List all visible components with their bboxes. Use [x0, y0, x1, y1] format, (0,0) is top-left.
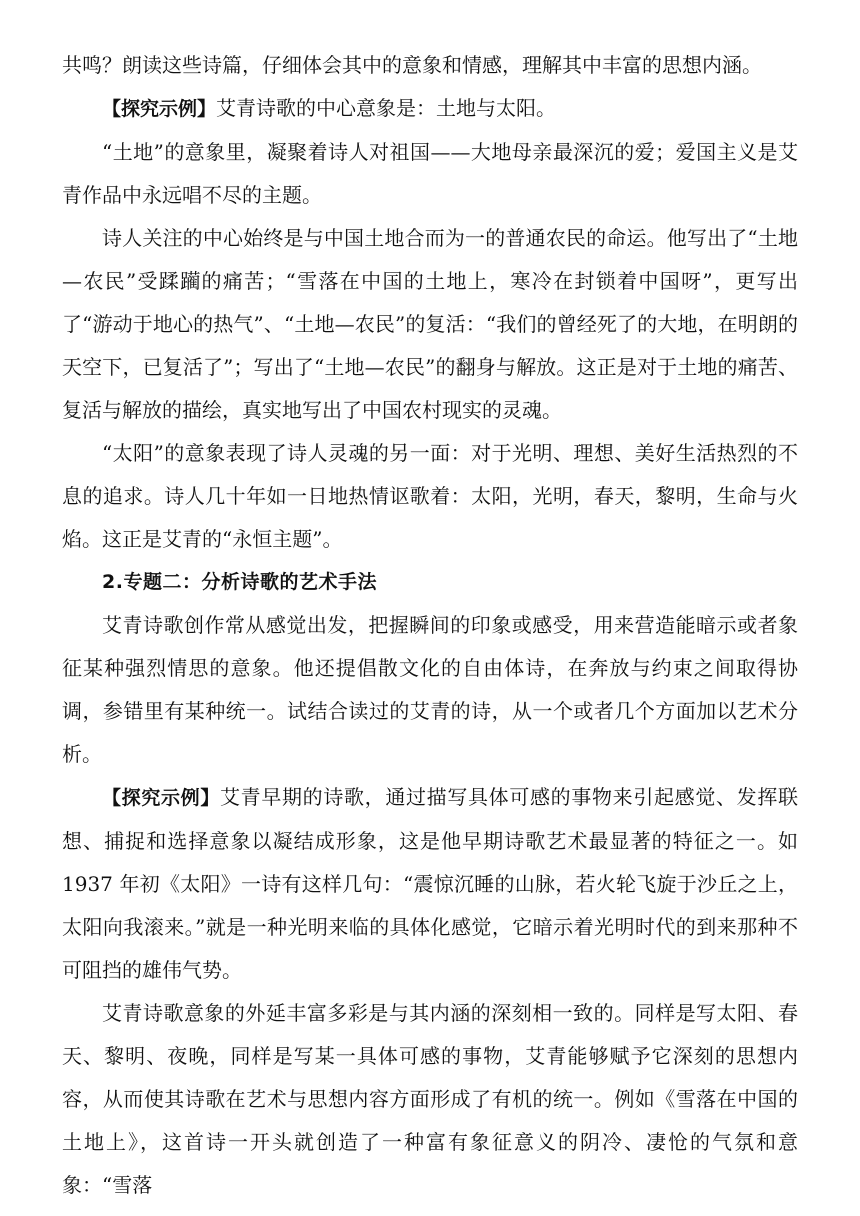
paragraph-example-1 — [62, 87, 798, 131]
example-text: 艾青诗歌的中心意象是：土地与太阳。 — [216, 96, 557, 120]
paragraph-imagery-depth: 艾青诗歌意象的外延丰富多彩是与其内涵的深刻相一致的。同样是写太阳、春天、黎明、夜晚，同样是写某一具体可感的事物，艾青能够赋予它深刻的思想内容，从而使其诗歌在艺术与思想内容方面形成了有机的统一。例如《雪落在中国的土地上》，这首诗一开头就创造了一种富有象征意义的阴冷、凄怆的气氛和意象：“雪落 — [62, 1001, 798, 1197]
paragraph-example-2 — [62, 776, 798, 992]
document-page — [62, 44, 798, 1207]
example-text: 艾青早期的诗歌，通过描写具体可感的事物来引起感觉、发挥联想、捕捉和选择意象以凝结成形象，这是他早期诗歌艺术最显著的特征之一。如 1937 年初《太阳》一诗有这样几句：“震惊沉睡的山脉，若火轮飞旋于沙丘之上，太阳向我滚来。”就是一种光明来临的具体化感觉，它暗示着光明时代的到来那种不可阻挡的雄伟气势。 — [62, 785, 798, 982]
paragraph-sun-image: “太阳”的意象表现了诗人灵魂的另一面：对于光明、理想、美好生活热烈的不息的追求。诗人几十年如一日地热情讴歌着：太阳，光明，春天，黎明，生命与火焰。这正是艾青的“永恒主题”。 — [62, 441, 798, 551]
paragraph-continuation: 共鸣？朗读这些诗篇，仔细体会其中的意象和情感，理解其中丰富的思想内涵。 — [62, 53, 762, 77]
example-tag: 【探究示例】 — [102, 98, 217, 120]
section-heading: 2.专题二：分析诗歌的艺术手法 — [102, 571, 377, 593]
paragraph-land-image: “土地”的意象里，凝聚着诗人对祖国——大地母亲最深沉的爱；爱国主义是艾青作品中永远唱不尽的主题。 — [62, 140, 798, 207]
paragraph-art-technique: 艾青诗歌创作常从感觉出发，把握瞬间的印象或感受，用来营造能暗示或者象征某种强烈情思的意象。他还提倡散文化的自由体诗，在奔放与约束之间取得协调，参错里有某种统一。试结合读过的艾青的诗，从一个或者几个方面加以艺术分析。 — [62, 613, 798, 766]
example-tag: 【探究示例】 — [102, 787, 220, 809]
paragraph-farmers: 诗人关注的中心始终是与中国土地合而为一的普通农民的命运。他写出了“土地—农民”受蹂躏的痛苦；“雪落在中国的土地上，寒冷在封锁着中国呀”，更写出了“游动于地心的热气”、“土地—农民”的复活：“我们的曾经死了的大地，在明朗的天空下，已复活了”；写出了“土地—农民”的翻身与解放。这正是对于土地的痛苦、复活与解放的描绘，真实地写出了中国农村现实的灵魂。 — [62, 226, 798, 422]
